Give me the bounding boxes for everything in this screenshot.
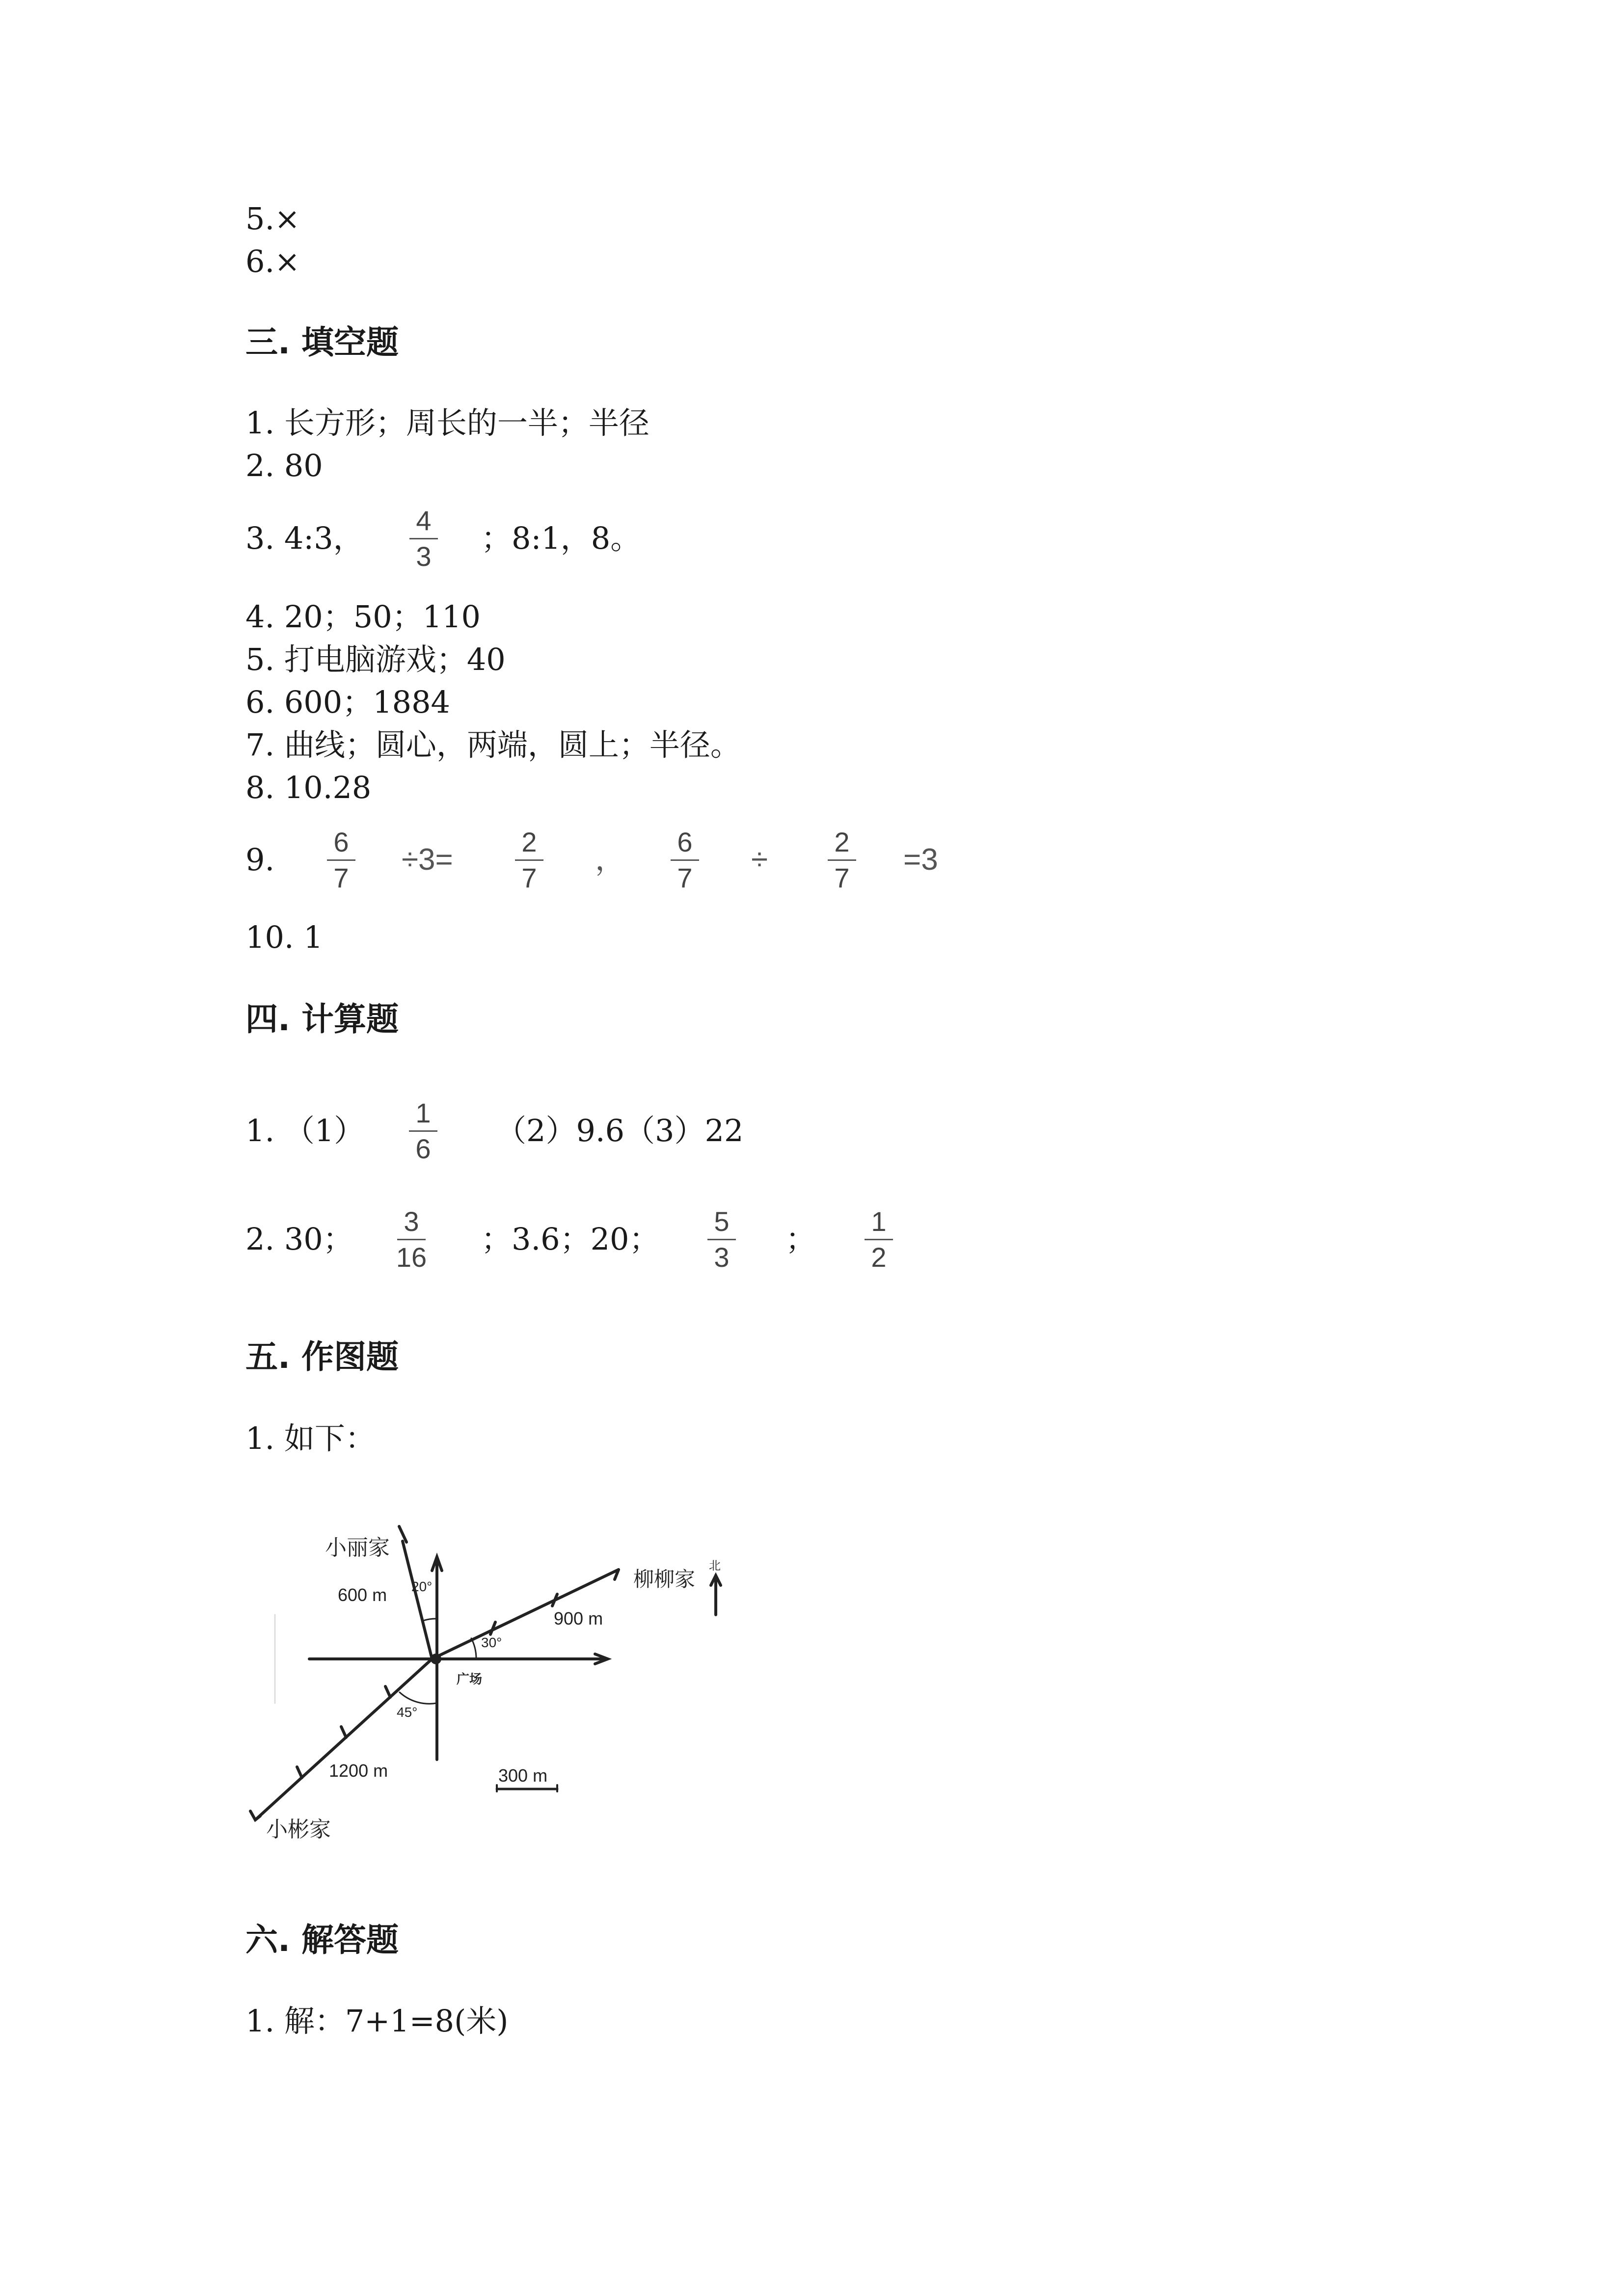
label-center: 广场 — [457, 1672, 483, 1686]
fraction-bar — [515, 859, 543, 861]
fraction-numerator: 6 — [333, 826, 349, 857]
fraction-bar — [707, 1239, 736, 1240]
arc-20 — [423, 1619, 437, 1621]
fraction — [402, 497, 446, 580]
fraction-denominator: 3 — [714, 1241, 730, 1273]
label-north: 北 — [709, 1559, 721, 1573]
fraction-numerator: 1 — [871, 1205, 887, 1237]
answer-3-8: 8. 10.28 — [245, 770, 372, 805]
fraction-numerator: 1 — [415, 1097, 431, 1128]
answer-6-1: 1. 解：7+1=8(米) — [245, 2003, 509, 2039]
answer-3-1: 1. 长方形；周长的一半；半径 — [245, 405, 650, 441]
answer-5-1: 1. 如下： — [245, 1420, 376, 1456]
fraction-bar — [409, 1130, 437, 1132]
tick — [385, 1686, 390, 1697]
answer-3-3-suffix: ；8:1，8。 — [481, 520, 641, 556]
label-scale: 300 m — [498, 1765, 548, 1786]
tick — [297, 1767, 302, 1778]
label-600m: 600 m — [338, 1585, 387, 1605]
fraction — [401, 1089, 445, 1173]
fraction-numerator: 4 — [416, 505, 432, 536]
fraction — [700, 1198, 744, 1281]
fraction-numerator: 6 — [677, 826, 693, 857]
answer-3-3-prefix: 3. 4:3， — [245, 520, 364, 556]
end-mark — [250, 1811, 260, 1820]
label-900m: 900 m — [554, 1608, 603, 1629]
answer-3-6: 6. 600；1884 — [245, 684, 450, 720]
fraction-denominator: 6 — [415, 1133, 431, 1164]
answer-3-10: 10. 1 — [245, 919, 323, 955]
section-4-heading: 四. 计算题 — [245, 1000, 399, 1038]
fraction-denominator: 3 — [416, 540, 432, 572]
operator: ÷ — [751, 843, 768, 877]
fraction-bar — [671, 859, 699, 861]
tick — [341, 1727, 346, 1737]
fraction-numerator: 2 — [521, 826, 537, 857]
fraction-denominator: 7 — [677, 862, 693, 893]
arc-30 — [471, 1638, 476, 1659]
fraction-bar — [409, 538, 438, 539]
fraction-numerator: 2 — [834, 826, 850, 857]
fraction-denominator: 7 — [333, 862, 349, 893]
section-3-heading: 三. 填空题 — [245, 323, 399, 361]
fraction-denominator: 2 — [871, 1241, 887, 1273]
label-20deg: 20° — [411, 1579, 433, 1594]
ray-xiaobin — [255, 1659, 432, 1820]
ray-xiaoli — [403, 1541, 432, 1659]
label-xiaobin: 小彬家 — [266, 1817, 331, 1842]
section-5-heading: 五. 作图题 — [245, 1338, 399, 1376]
label-30deg: 30° — [481, 1635, 502, 1650]
center-point — [431, 1654, 441, 1664]
fraction-denominator: 7 — [521, 862, 537, 893]
answer-2-5: 5.× — [245, 201, 300, 237]
fraction-denominator: 7 — [834, 862, 850, 893]
fraction — [389, 1198, 433, 1281]
answer-4-1-suffix: （2）9.6（3）22 — [496, 1113, 744, 1148]
section-6-heading: 六. 解答题 — [245, 1921, 399, 1959]
answer-4-1-prefix: 1. （1） — [245, 1113, 365, 1148]
fraction-bar — [828, 859, 856, 861]
separator: ； — [785, 1221, 816, 1257]
result: =3 — [903, 843, 938, 877]
answer-3-5: 5. 打电脑游戏；40 — [245, 641, 506, 677]
arc-45 — [400, 1692, 437, 1704]
label-xiaoli: 小丽家 — [325, 1536, 390, 1560]
label-45deg: 45° — [397, 1705, 418, 1720]
answer-3-7: 7. 曲线；圆心，两端，圆上；半径。 — [245, 727, 741, 763]
answer-2-6: 6.× — [245, 243, 300, 279]
fraction-bar — [865, 1239, 893, 1240]
fraction-numerator: 3 — [404, 1205, 419, 1237]
label-1200m: 1200 m — [329, 1761, 388, 1781]
answer-3-2: 2. 80 — [245, 448, 323, 483]
answer-3-4: 4. 20；50；110 — [245, 599, 481, 635]
fraction — [663, 818, 707, 902]
operator: ÷3= — [402, 843, 453, 877]
answer-3-9-prefix: 9. — [245, 842, 275, 878]
fraction — [857, 1198, 901, 1281]
fraction-numerator: 5 — [714, 1205, 730, 1237]
direction-diagram — [245, 1497, 776, 1860]
answer-4-2-prefix: 2. 30； — [245, 1221, 353, 1257]
answer-4-2-mid: ；3.6；20； — [481, 1221, 660, 1257]
label-liuliu: 柳柳家 — [633, 1568, 696, 1591]
fraction — [507, 818, 551, 902]
fraction-bar — [327, 859, 355, 861]
fraction-bar — [397, 1239, 426, 1240]
fraction-denominator: 16 — [396, 1241, 427, 1273]
fraction — [319, 818, 363, 902]
fraction — [820, 818, 864, 902]
separator: ， — [595, 843, 626, 877]
